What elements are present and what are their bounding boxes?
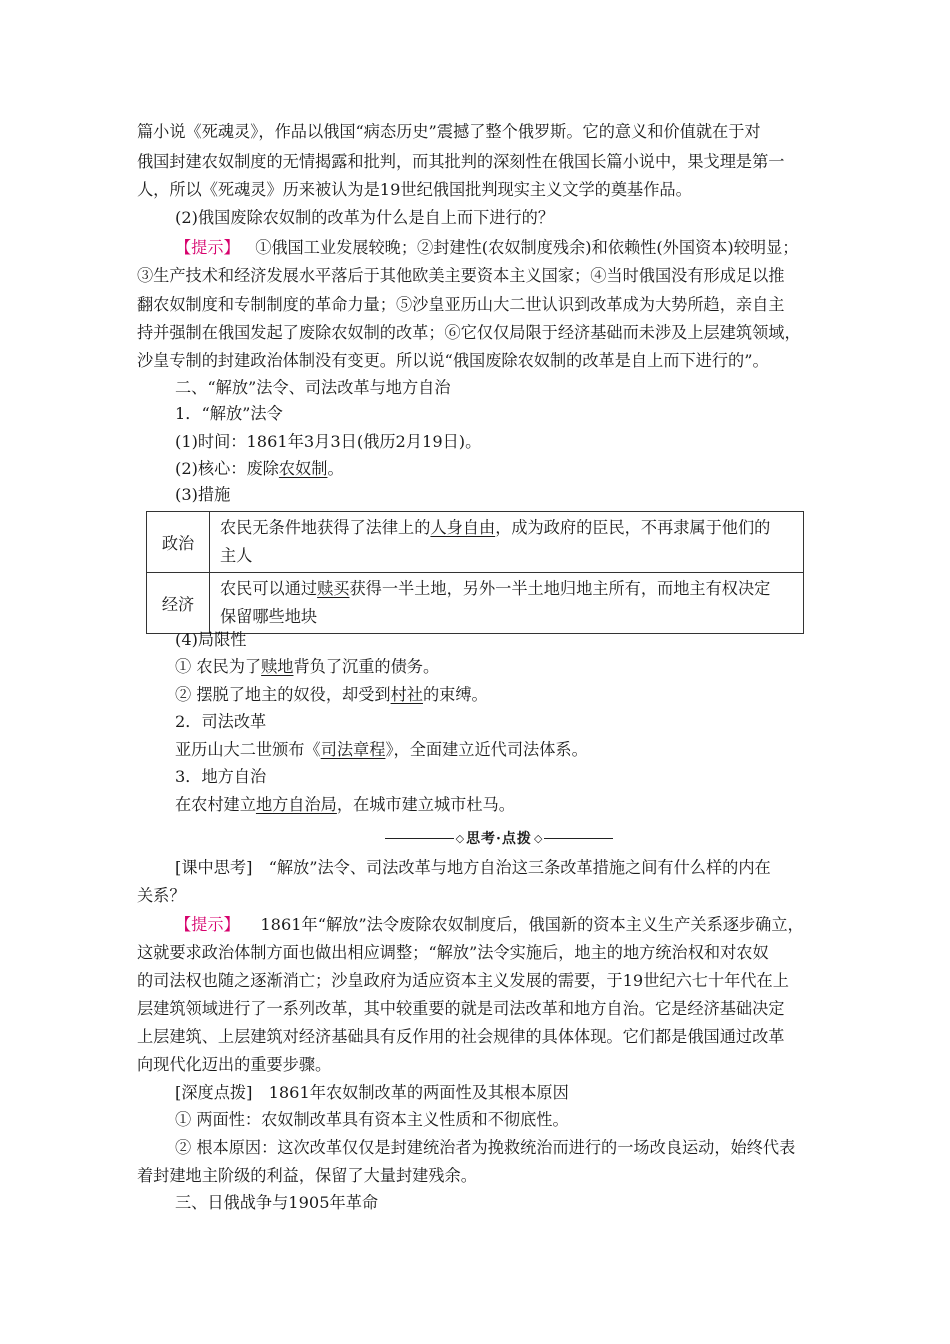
divider-rule bbox=[385, 838, 454, 839]
deep-point: 着封建地主阶级的利益，保留了大量封建残余。 bbox=[137, 1166, 477, 1185]
deep-point: ② 根本原因：这次改革仅仅是封建统治者为挽救统治而进行的一场改良运动，始终代表 bbox=[175, 1138, 796, 1157]
decree-time: (1)时间：1861年3月3日(俄历2月19日)。 bbox=[175, 432, 482, 451]
think-question: [课中思考] “解放”法令、司法改革与地方自治这三条改革措施之间有什么样的内在 bbox=[175, 858, 771, 877]
section-heading: 二、“解放”法令、司法改革与地方自治 bbox=[175, 378, 451, 397]
paragraph-line: 俄国封建农奴制度的无情揭露和批判，而其批判的深刻性在俄国长篇小说中，果戈理是第一 bbox=[137, 152, 785, 171]
key-term: 人身自由 bbox=[430, 518, 496, 537]
local-self-government: 在农村建立地方自治局，在城市建立城市杜马。 bbox=[175, 795, 515, 814]
table-value-cell: 农民可以通过赎买获得一半土地，另外一半土地归地主所有，而地主有权决定 保留哪些地块 bbox=[210, 573, 804, 634]
table-key-cell: 经济 bbox=[147, 573, 210, 634]
hint-line: 【提示】 1861年“解放”法令废除农奴制度后，俄国新的资本主义生产关系逐步确立， bbox=[175, 915, 804, 934]
hint-tag: 【提示】 bbox=[175, 238, 240, 257]
divider-rule bbox=[544, 838, 613, 839]
paragraph-line: 人，所以《死魂灵》历来被认为是19世纪俄国批判现实主义文学的奠基作品。 bbox=[137, 180, 692, 199]
key-term: 司法章程 bbox=[320, 740, 386, 759]
table-row bbox=[147, 512, 804, 573]
limits-title: (4)局限性 bbox=[175, 630, 247, 649]
hint-line: 【提示】 ①俄国工业发展较晚；②封建性(农奴制度残余)和依赖性(外国资本)较明显； bbox=[175, 238, 799, 257]
deep-title: [深度点拨] 1861年农奴制改革的两面性及其根本原因 bbox=[175, 1083, 569, 1102]
key-term: 赎买 bbox=[317, 579, 350, 598]
deep-point: ① 两面性：农奴制改革具有资本主义性质和不彻底性。 bbox=[175, 1110, 569, 1129]
paragraph-line: 篇小说《死魂灵》，作品以俄国“病态历史”震撼了整个俄罗斯。它的意义和价值就在于对 bbox=[137, 122, 761, 141]
section-divider bbox=[385, 828, 613, 848]
key-term: 农奴制 bbox=[278, 459, 328, 478]
hint-line: 持并强制在俄国发起了废除农奴制的改革；⑥它仅仅局限于经济基础而未涉及上层建筑领域， bbox=[137, 323, 801, 342]
hint-line: ③生产技术和经济发展水平落后于其他欧美主要资本主义国家；④当时俄国没有形成足以推 bbox=[137, 266, 785, 285]
limit-item: ① 农民为了赎地背负了沉重的债务。 bbox=[175, 657, 440, 676]
table-row bbox=[147, 573, 804, 634]
section-heading: 三、日俄战争与1905年革命 bbox=[175, 1193, 379, 1212]
hint-line: 沙皇专制的封建政治体制没有变更。所以说“俄国废除农奴制的改革是自上而下进行的”。 bbox=[137, 351, 769, 370]
table-value-cell: 农民无条件地获得了法律上的人身自由，成为政府的臣民，不再隶属于他们的 主人 bbox=[210, 512, 804, 573]
subsection-title: 2．司法改革 bbox=[175, 712, 267, 731]
hint-line: 层建筑领域进行了一系列改革，其中较重要的就是司法改革和地方自治。它是经济基础决定 bbox=[137, 999, 785, 1018]
table-key-cell: 政治 bbox=[147, 512, 210, 573]
measures-table bbox=[146, 511, 804, 634]
limit-item: ② 摆脱了地主的奴役，却受到村社的束缚。 bbox=[175, 685, 488, 704]
diamond-icon: ◇ bbox=[533, 831, 543, 845]
decree-core: (2)核心：废除农奴制。 bbox=[175, 459, 344, 478]
key-term: 地方自治局 bbox=[255, 795, 337, 814]
divider-title: 思考·点拨 bbox=[466, 831, 532, 847]
measures-title: (3)措施 bbox=[175, 485, 231, 504]
key-term: 赎地 bbox=[261, 657, 294, 676]
key-term: 村社 bbox=[390, 685, 423, 704]
hint-line: 向现代化迈出的重要步骤。 bbox=[137, 1055, 332, 1074]
question-2: (2)俄国废除农奴制的改革为什么是自上而下进行的？ bbox=[175, 208, 555, 227]
hint-tag: 【提示】 bbox=[175, 915, 240, 934]
hint-line: 上层建筑、上层建筑对经济基础具有反作用的社会规律的具体体现。它们都是俄国通过改革 bbox=[137, 1027, 785, 1046]
think-question: 关系？ bbox=[137, 886, 186, 905]
hint-line: 翻农奴制度和专制制度的革命力量；⑤沙皇亚历山大二世认识到改革成为大势所趋，亲自主 bbox=[137, 295, 785, 314]
hint-line: 这就要求政治体制方面也做出相应调整；“解放”法令实施后，地主的地方统治权和对农奴 bbox=[137, 943, 769, 962]
subsection-title: 3．地方自治 bbox=[175, 767, 267, 786]
judicial-reform: 亚历山大二世颁布《司法章程》，全面建立近代司法体系。 bbox=[175, 740, 588, 759]
subsection-title: 1．“解放”法令 bbox=[175, 404, 283, 423]
hint-line: 的司法权也随之逐渐消亡；沙皇政府为适应资本主义发展的需要，于19世纪六七十年代在上 bbox=[137, 971, 789, 990]
diamond-icon: ◇ bbox=[455, 831, 465, 845]
